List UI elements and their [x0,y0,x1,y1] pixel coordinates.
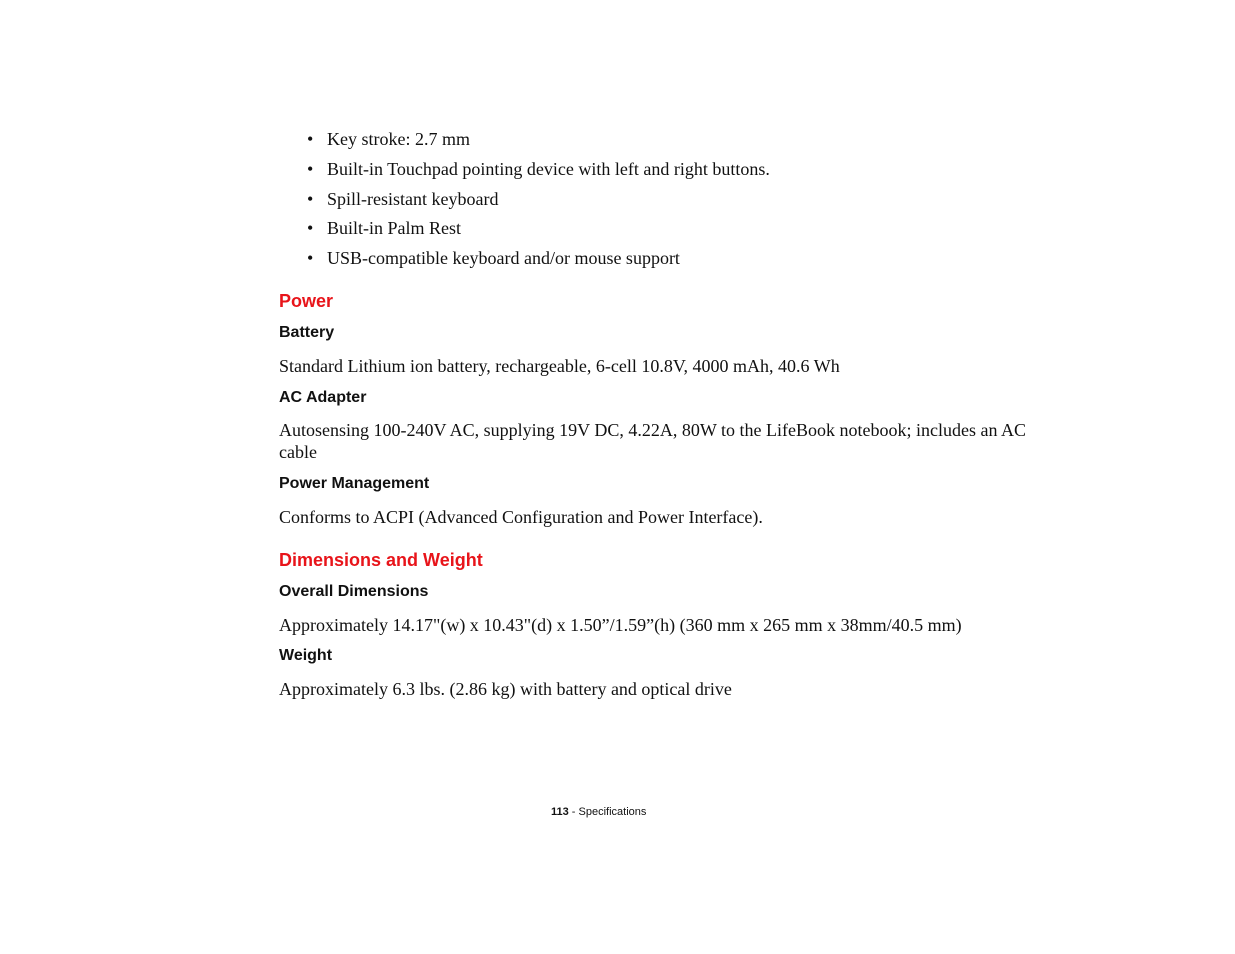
bullet-icon: • [307,218,314,239]
keyboard-features-list [305,127,1065,276]
ac-adapter-label: AC Adapter [279,389,367,406]
footer-separator: - [568,806,579,818]
weight-text: Approximately 6.3 lbs. (2.86 kg) with battery and optical drive [279,679,732,699]
overall-dimensions-label: Overall Dimensions [279,583,429,600]
list-item: • USB-compatible keyboard and/or mouse support [307,248,680,268]
ac-adapter-text: Autosensing 100-240V AC, supplying 19V DC, 4.22A, 80W to the LifeBook notebook; includes an AC cable [279,420,1026,462]
power-heading: Power [279,291,334,311]
dimensions-heading: Dimensions and Weight [279,550,483,570]
bullet-icon: • [307,129,314,149]
battery-text: Standard Lithium ion battery, rechargeable, 6-cell 10.8V, 4000 mAh, 40.6 Wh [279,356,840,376]
battery-label: Battery [279,324,335,341]
list-item: • Built-in Touchpad pointing device with left and right buttons. [307,158,770,179]
footer-section: Specifications [578,806,647,818]
page-number: 113 [551,806,569,818]
power-management-label: Power Management [279,475,430,492]
page-footer [551,806,646,818]
list-item: • Spill-resistant keyboard [307,188,499,209]
power-management-text: Conforms to ACPI (Advanced Configuration and Power Interface). [279,507,763,527]
bullet-icon: • [307,248,314,268]
list-item: • Key stroke: 2.7 mm [307,129,470,149]
list-item: • Built-in Palm Rest [307,218,462,239]
bullet-icon: • [307,188,314,209]
bullet-icon: • [307,158,314,179]
overall-dimensions-text: Approximately 14.17"(w) x 10.43"(d) x 1.50”/1.59”(h) (360 mm x 265 mm x 38mm/40.5 mm) [279,615,962,635]
weight-label: Weight [279,647,333,664]
